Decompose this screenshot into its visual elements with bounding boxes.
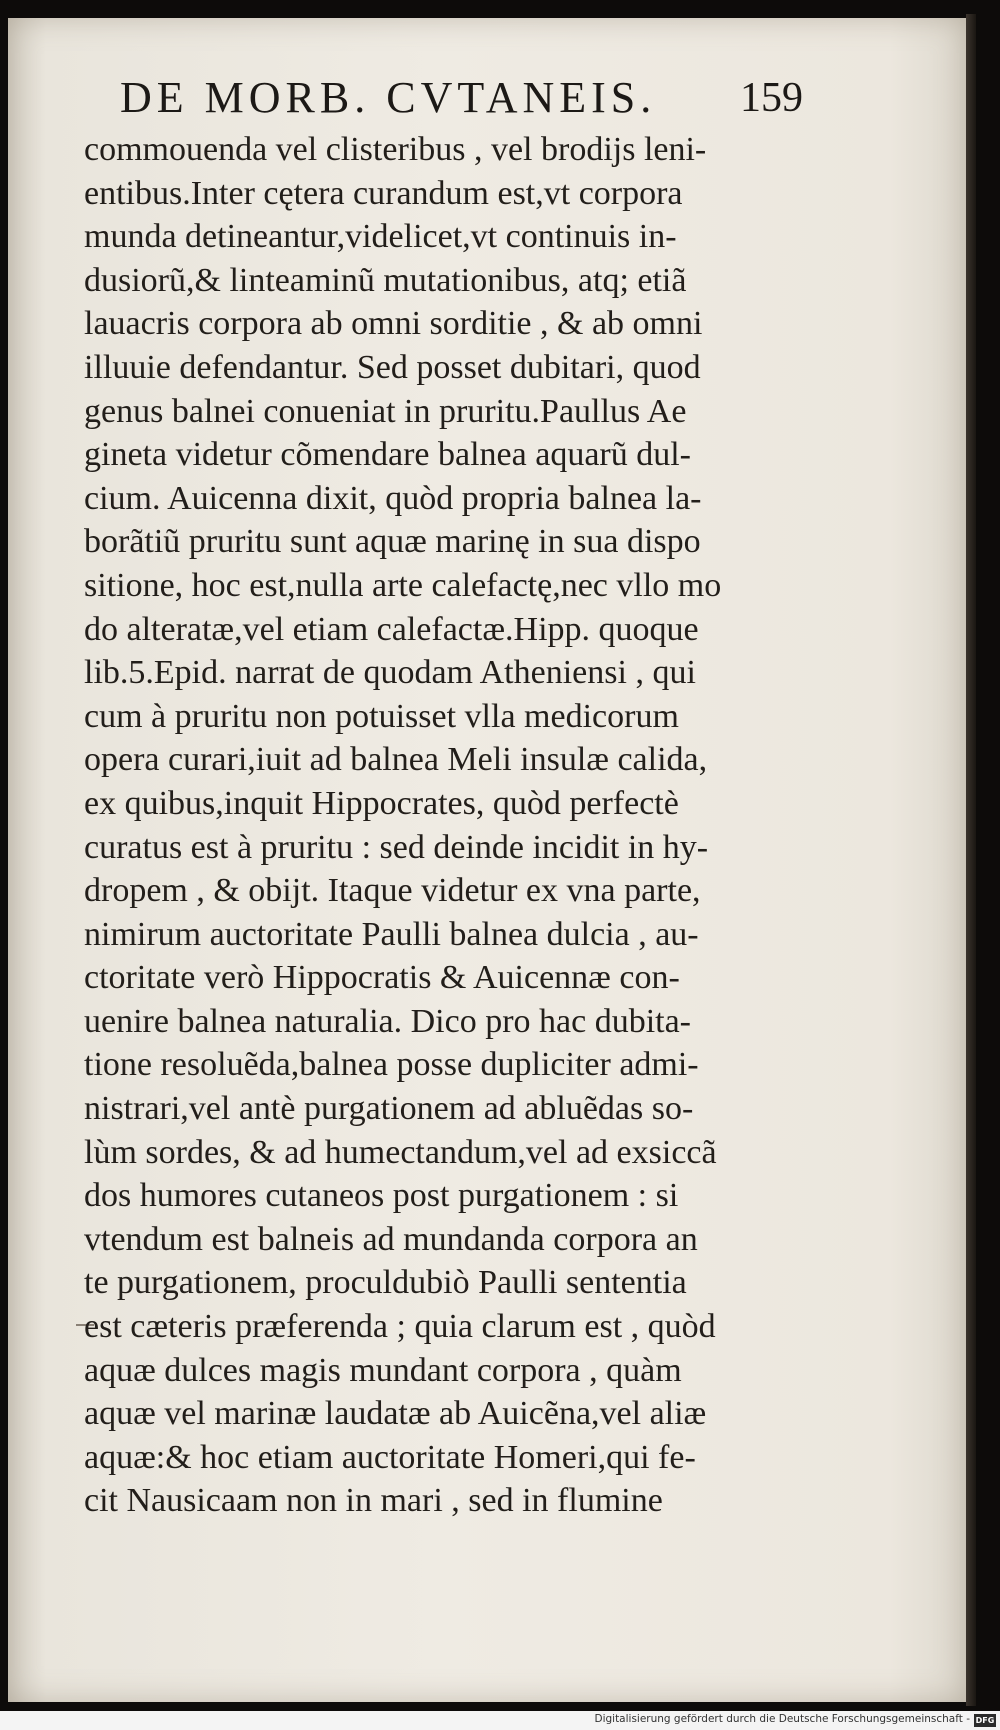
text-line: nistrari,vel antè purgationem ad abluẽdas so- xyxy=(84,1090,694,1128)
text-line: aquæ dulces magis mundant corpora , quàm xyxy=(84,1351,682,1389)
page-number: 159 xyxy=(740,75,803,121)
text-line: ex quibus,inquit Hippocrates, quòd perfectè xyxy=(84,784,679,822)
running-head xyxy=(120,72,820,123)
text-line: commouenda vel clisteribus , vel brodijs leni- xyxy=(84,131,707,168)
text-line: illuuie defendantur. Sed posset dubitari, quod xyxy=(84,348,701,386)
text-line: cium. Auicenna dixit, quòd propria balnea la- xyxy=(84,479,702,517)
text-line: uenire balnea naturalia. Dico pro hac dubita- xyxy=(84,1002,692,1040)
text-line: do alteratæ,vel etiam calefactæ.Hipp. quoque xyxy=(84,610,699,648)
digitization-credit: Digitalisierung gefördert durch die Deutsche Forschungsgemeinschaft - xyxy=(594,1713,970,1725)
text-line: dropem , & obijt. Itaque videtur ex vna parte, xyxy=(84,872,701,910)
text-line: cit Nausicaam non in mari , sed in flumine xyxy=(84,1482,663,1520)
text-line: lauacris corpora ab omni sorditie , & ab omni xyxy=(84,305,703,343)
text-line: tione resoluẽda,balnea posse dupliciter admi- xyxy=(84,1046,699,1084)
text-line: sitione, hoc est,nulla arte calefactę,nec vllo mo xyxy=(84,566,722,604)
text-line: cum à pruritu non potuisset vlla medicorum xyxy=(84,697,679,735)
text-line: dos humores cutaneos post purgationem : si xyxy=(84,1177,679,1215)
body-text xyxy=(84,128,844,1523)
text-line: te purgationem, proculdubiò Paulli sententia xyxy=(84,1264,687,1302)
text-line: gineta videtur cõmendare balnea aquarũ dul- xyxy=(84,436,692,474)
text-line: nimirum auctoritate Paulli balnea dulcia , au- xyxy=(84,915,699,953)
text-line: lùm sordes, & ad humectandum,vel ad exsiccã xyxy=(84,1133,717,1171)
text-line: opera curari,iuit ad balnea Meli insulæ calida, xyxy=(84,741,708,779)
page-edge xyxy=(966,14,976,1706)
text-line: est cæteris præferenda ; quia clarum est , quòd xyxy=(84,1308,716,1346)
dfg-logo: DFG xyxy=(975,1716,995,1725)
text-line: lib.5.Epid. narrat de quodam Atheniensi , qui xyxy=(84,654,696,692)
text-line: borãtiũ pruritu sunt aquæ marinę in sua dispo xyxy=(84,523,701,561)
running-title: DE MORB. CVTANEIS. xyxy=(120,73,657,122)
credit-bar xyxy=(0,1711,1000,1730)
text-line: genus balnei conueniat in pruritu.Paullus Ae xyxy=(84,392,687,430)
text-line: ctoritate verò Hippocratis & Auicennæ con- xyxy=(84,959,680,997)
text-line: dusiorũ,& linteaminũ mutationibus, atq; etiã xyxy=(84,261,687,299)
text-line: curatus est à pruritu : sed deinde incidit in hy- xyxy=(84,828,709,866)
text-line: munda detineantur,videlicet,vt continuis in- xyxy=(84,218,677,256)
text-line: entibus.Inter cętera curandum est,vt corpora xyxy=(84,174,683,212)
text-line: aquæ:& hoc etiam auctoritate Homeri,qui fe- xyxy=(84,1438,696,1476)
text-line: aquæ vel marinæ laudatæ ab Auicẽna,vel aliæ xyxy=(84,1395,707,1433)
text-line: vtendum est balneis ad mundanda corpora an xyxy=(84,1220,698,1258)
